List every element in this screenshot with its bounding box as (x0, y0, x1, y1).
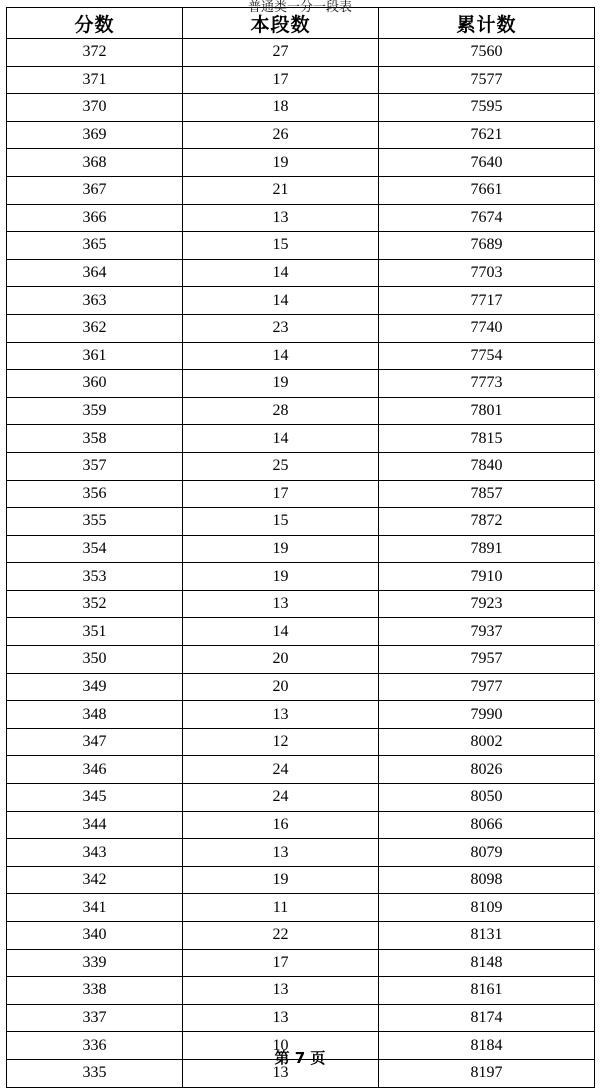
column-header-cumulative-count: 累计数 (379, 8, 595, 39)
cell-segment-count: 14 (183, 287, 379, 315)
table-row (7, 646, 595, 674)
cell-segment-count: 13 (183, 590, 379, 618)
cell-cumulative-count: 8161 (379, 977, 595, 1005)
cell-segment-count: 24 (183, 784, 379, 812)
cell-cumulative-count: 7923 (379, 590, 595, 618)
column-header-score: 分数 (7, 8, 183, 39)
cell-cumulative-count: 7661 (379, 176, 595, 204)
table-row (7, 342, 595, 370)
cell-cumulative-count: 8079 (379, 839, 595, 867)
table-row (7, 508, 595, 536)
cell-cumulative-count: 8050 (379, 784, 595, 812)
table-row (7, 784, 595, 812)
cell-cumulative-count: 8109 (379, 894, 595, 922)
cell-cumulative-count: 7872 (379, 508, 595, 536)
cell-score: 349 (7, 673, 183, 701)
cell-score: 352 (7, 590, 183, 618)
score-distribution-table (6, 7, 595, 1088)
cell-score: 348 (7, 701, 183, 729)
cell-segment-count: 20 (183, 673, 379, 701)
cell-score: 350 (7, 646, 183, 674)
cell-segment-count: 19 (183, 563, 379, 591)
page-footer: 第 7 页 (274, 1049, 326, 1067)
cell-score: 339 (7, 949, 183, 977)
cell-segment-count: 27 (183, 39, 379, 67)
table-row (7, 701, 595, 729)
cell-cumulative-count: 7621 (379, 121, 595, 149)
table-row (7, 314, 595, 342)
table-row (7, 121, 595, 149)
cell-score: 355 (7, 508, 183, 536)
cell-cumulative-count: 8002 (379, 728, 595, 756)
cell-cumulative-count: 7674 (379, 204, 595, 232)
cell-segment-count: 10 (183, 1032, 379, 1060)
cell-cumulative-count: 7740 (379, 314, 595, 342)
cell-score: 337 (7, 1004, 183, 1032)
cell-cumulative-count: 8197 (379, 1059, 595, 1087)
cell-segment-count: 14 (183, 425, 379, 453)
table-row (7, 673, 595, 701)
cell-cumulative-count: 7754 (379, 342, 595, 370)
cell-segment-count: 25 (183, 452, 379, 480)
cell-cumulative-count: 8098 (379, 866, 595, 894)
cell-score: 357 (7, 452, 183, 480)
cell-cumulative-count: 7640 (379, 149, 595, 177)
table-row (7, 1004, 595, 1032)
cell-cumulative-count: 7689 (379, 232, 595, 260)
cell-score: 336 (7, 1032, 183, 1060)
table-row (7, 756, 595, 784)
cell-cumulative-count: 8184 (379, 1032, 595, 1060)
cell-segment-count: 16 (183, 811, 379, 839)
cell-segment-count: 14 (183, 342, 379, 370)
table-row (7, 949, 595, 977)
cell-score: 362 (7, 314, 183, 342)
cell-segment-count: 13 (183, 977, 379, 1005)
cell-segment-count: 17 (183, 66, 379, 94)
cell-segment-count: 14 (183, 259, 379, 287)
cell-score: 361 (7, 342, 183, 370)
cell-score: 368 (7, 149, 183, 177)
clipped-page-header: 普通类一分一段表 (247, 0, 352, 14)
cell-score: 344 (7, 811, 183, 839)
cell-cumulative-count: 8148 (379, 949, 595, 977)
table-row (7, 728, 595, 756)
cell-segment-count: 15 (183, 508, 379, 536)
table-row (7, 590, 595, 618)
cell-segment-count: 13 (183, 839, 379, 867)
cell-cumulative-count: 8131 (379, 922, 595, 950)
cell-cumulative-count: 7937 (379, 618, 595, 646)
cell-score: 358 (7, 425, 183, 453)
cell-score: 360 (7, 370, 183, 398)
table-row (7, 535, 595, 563)
cell-cumulative-count: 7773 (379, 370, 595, 398)
cell-score: 345 (7, 784, 183, 812)
cell-segment-count: 11 (183, 894, 379, 922)
table-row (7, 618, 595, 646)
table-row (7, 204, 595, 232)
cell-segment-count: 13 (183, 701, 379, 729)
cell-cumulative-count: 8174 (379, 1004, 595, 1032)
cell-score: 335 (7, 1059, 183, 1087)
cell-cumulative-count: 7990 (379, 701, 595, 729)
cell-score: 359 (7, 397, 183, 425)
cell-score: 366 (7, 204, 183, 232)
table-row (7, 977, 595, 1005)
cell-segment-count: 19 (183, 866, 379, 894)
column-header-segment-count: 本段数 (183, 8, 379, 39)
cell-segment-count: 19 (183, 149, 379, 177)
cell-cumulative-count: 7703 (379, 259, 595, 287)
cell-score: 372 (7, 39, 183, 67)
table-row (7, 370, 595, 398)
cell-segment-count: 21 (183, 176, 379, 204)
cell-score: 346 (7, 756, 183, 784)
cell-score: 370 (7, 94, 183, 122)
cell-cumulative-count: 7717 (379, 287, 595, 315)
cell-cumulative-count: 7910 (379, 563, 595, 591)
table-row (7, 94, 595, 122)
table-row (7, 563, 595, 591)
table-row (7, 397, 595, 425)
cell-cumulative-count: 7891 (379, 535, 595, 563)
cell-cumulative-count: 8026 (379, 756, 595, 784)
table-row (7, 259, 595, 287)
cell-segment-count: 24 (183, 756, 379, 784)
cell-segment-count: 26 (183, 121, 379, 149)
cell-segment-count: 19 (183, 535, 379, 563)
cell-cumulative-count: 8066 (379, 811, 595, 839)
cell-segment-count: 22 (183, 922, 379, 950)
cell-segment-count: 12 (183, 728, 379, 756)
cell-segment-count: 20 (183, 646, 379, 674)
table-row (7, 39, 595, 67)
cell-cumulative-count: 7977 (379, 673, 595, 701)
table-row (7, 452, 595, 480)
cell-score: 342 (7, 866, 183, 894)
table-row (7, 839, 595, 867)
cell-segment-count: 19 (183, 370, 379, 398)
cell-cumulative-count: 7957 (379, 646, 595, 674)
cell-score: 343 (7, 839, 183, 867)
cell-cumulative-count: 7801 (379, 397, 595, 425)
cell-segment-count: 15 (183, 232, 379, 260)
cell-cumulative-count: 7815 (379, 425, 595, 453)
cell-score: 347 (7, 728, 183, 756)
cell-cumulative-count: 7595 (379, 94, 595, 122)
cell-cumulative-count: 7560 (379, 39, 595, 67)
cell-segment-count: 13 (183, 204, 379, 232)
cell-score: 369 (7, 121, 183, 149)
table-row (7, 480, 595, 508)
cell-score: 351 (7, 618, 183, 646)
table-row (7, 232, 595, 260)
table-row (7, 425, 595, 453)
cell-score: 340 (7, 922, 183, 950)
cell-segment-count: 13 (183, 1059, 379, 1087)
cell-score: 354 (7, 535, 183, 563)
table-row (7, 149, 595, 177)
cell-segment-count: 13 (183, 1004, 379, 1032)
cell-score: 338 (7, 977, 183, 1005)
cell-score: 353 (7, 563, 183, 591)
table-header (7, 8, 595, 39)
table-row (7, 287, 595, 315)
table-body (7, 39, 595, 1088)
cell-score: 364 (7, 259, 183, 287)
cell-cumulative-count: 7857 (379, 480, 595, 508)
cell-score: 365 (7, 232, 183, 260)
cell-segment-count: 14 (183, 618, 379, 646)
cell-segment-count: 17 (183, 949, 379, 977)
cell-score: 367 (7, 176, 183, 204)
cell-cumulative-count: 7840 (379, 452, 595, 480)
cell-score: 356 (7, 480, 183, 508)
table-row (7, 922, 595, 950)
table-header-row (7, 8, 595, 39)
cell-segment-count: 17 (183, 480, 379, 508)
cell-segment-count: 18 (183, 94, 379, 122)
table-row (7, 894, 595, 922)
cell-score: 371 (7, 66, 183, 94)
cell-cumulative-count: 7577 (379, 66, 595, 94)
cell-segment-count: 28 (183, 397, 379, 425)
table-row (7, 866, 595, 894)
table-row (7, 66, 595, 94)
cell-score: 363 (7, 287, 183, 315)
cell-segment-count: 23 (183, 314, 379, 342)
table-row (7, 811, 595, 839)
cell-score: 341 (7, 894, 183, 922)
table-row (7, 176, 595, 204)
